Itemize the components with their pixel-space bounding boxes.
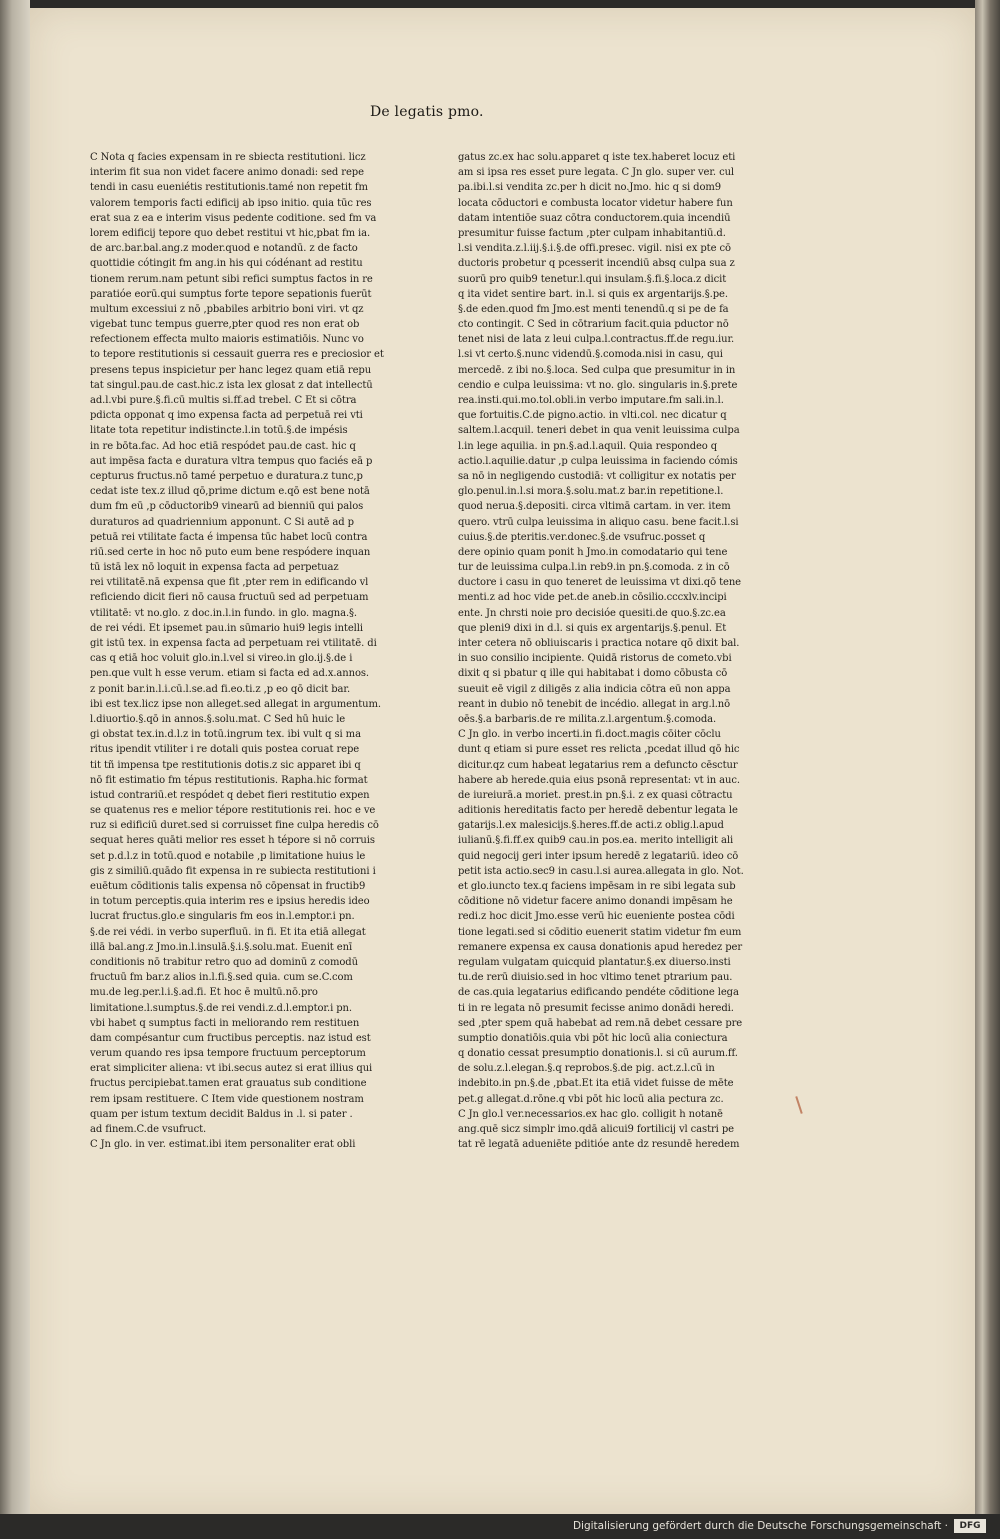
text-line: quid negocij geri inter ipsum heredē z legatariū. ideo cō: [458, 850, 739, 862]
text-line: l.si vt certo.§.nunc videndū.§.comoda.nisi in casu, qui: [458, 349, 723, 361]
text-line: sueuit eē vigil z diligēs z alia indicia cōtra eū non appa: [458, 683, 731, 695]
text-line: pen.que vult h esse verum. etiam si facta ed ad.x.annos.: [90, 668, 370, 680]
text-line: tenet nisi de lata z leui culpa.l.contractus.ff.de regu.iur.: [458, 334, 735, 346]
text-line: dam compésantur cum fructibus perceptis. naz istud est: [90, 1032, 371, 1044]
text-line: vtilitatē: vt no.glo. z doc.in.l.in fundo. in glo. magna.§.: [90, 607, 358, 619]
text-line: quam per istum textum decidit Baldus in .l. si pater .: [90, 1108, 353, 1120]
text-line: sumptio donatiōis.quia vbi pōt hic locū alia coniectura: [458, 1032, 728, 1044]
text-line: vbi habet q sumptus facti in meliorando rem restituen: [90, 1017, 360, 1029]
text-line: de arc.bar.bal.ang.z moder.quod e notandū. z de facto: [90, 243, 358, 255]
text-line: refectionem effecta multo maioris estimatiōis. Nunc vo: [90, 334, 364, 346]
text-line: suorū pro quib9 tenetur.l.qui insulam.§.fi.§.loca.z dicit: [458, 273, 727, 285]
text-line: quod nerua.§.depositi. circa vltimā cartam. in ver. item: [458, 501, 731, 513]
text-line: gi obstat tex.in.d.l.z in totū.ingrum tex. ibi vult q si ma: [90, 729, 361, 741]
text-line: illā bal.ang.z Jmo.in.l.insulā.§.i.§.solu.mat. Euenit enī: [90, 941, 353, 953]
text-line: riū.sed certe in hoc nō puto eum bene respódere inquan: [90, 546, 371, 558]
text-line: sequat heres quāti melior res esset h tépore si nō corruis: [90, 835, 375, 847]
text-line: iulianū.§.fi.ff.ex quib9 cau.in pos.ea. merito intelligit ali: [458, 835, 734, 847]
text-line: tat rē legatā adueniēte pditióe ante dz resundē heredem: [458, 1139, 740, 1151]
text-line: et glo.iuncto tex.q faciens impēsam in re sibi legata sub: [458, 881, 736, 892]
text-line: nō fit estimatio fm tépus restitutionis. Rapha.hic format: [90, 774, 368, 786]
text-line: fructus percipiebat.tamen erat grauatus sub conditione: [90, 1078, 367, 1090]
footer-bar: [0, 1514, 1000, 1539]
text-line: q donatio cessat presumptio donationis.l. si cū aurum.ff.: [458, 1048, 738, 1060]
text-line: q ita videt sentire bart. in.l. si quis ex argentarijs.§.pe.: [458, 288, 728, 300]
text-line: tionem rerum.nam petunt sibi refici sumptus factos in re: [90, 273, 373, 285]
text-line: saltem.l.acquil. teneri debet in qua venit leuissima culpa: [458, 425, 740, 437]
text-line: §.de eden.quod fm Jmo.est menti tenendū.q si pe de fa: [458, 303, 729, 315]
text-line: ente. Jn chrsti noie pro decisióe quesiti.de quo.§.zc.ea: [458, 607, 726, 619]
text-line: glo.penul.in.l.si mora.§.solu.mat.z bar.in repetitione.l.: [458, 486, 724, 498]
text-line: to tepore restitutionis si cessauit guerra res e preciosior et: [90, 349, 384, 361]
text-line: C Jn glo.l ver.necessarios.ex hac glo. colligit h notanē: [458, 1108, 723, 1120]
text-line: cepturus fructus.nō tamé perpetuo e duratura.z tunc,p: [90, 470, 363, 482]
text-line: limitatione.l.sumptus.§.de rei vendi.z.d.l.emptor.i pn.: [90, 1002, 352, 1014]
text-line: petit ista actio.sec9 in casu.l.si aurea.allegata in glo. Not.: [458, 865, 744, 877]
text-line: gatarijs.l.ex malesicijs.§.heres.ff.de acti.z oblig.l.apud: [458, 820, 724, 832]
text-line: rem ipsam restituere. C Item vide questionem nostram: [90, 1093, 364, 1105]
text-line: ruz si edificiū duret.sed si corruisset fine culpa heredis cō: [90, 820, 379, 832]
text-line: tendi in casu eueniétis restitutionis.tamé non repetit fm: [90, 182, 368, 194]
text-line: regulam vulgatam quicquid plantatur.§.ex diuerso.insti: [458, 956, 731, 968]
text-line: remanere expensa ex causa donationis apud heredez per: [458, 941, 742, 953]
text-column-left: [90, 150, 405, 1152]
text-line: locata cōductori e combusta locator videtur habere fun: [458, 197, 733, 209]
text-line: conditionis nō trabitur retro quo ad dominū z comodū: [90, 956, 358, 968]
text-line: tit tñ impensa tpe restitutionis dotis.z sic apparet ibi q: [90, 759, 361, 771]
text-line: C Jn glo. in verbo incerti.in fi.doct.magis cōiter cōclu: [458, 729, 721, 741]
text-line: C Jn glo. in ver. estimat.ibi item personaliter erat obli: [90, 1139, 356, 1151]
text-line: de rei védi. Et ipsemet pau.in sūmario hui9 legis intelli: [90, 622, 363, 634]
text-line: habere ab herede.quia eius psonā representat: vt in auc.: [458, 774, 740, 786]
text-line: tu.de rerū diuisio.sed in hoc vltimo tenet ptrarium pau.: [458, 972, 733, 984]
text-line: cōditione nō videtur facere animo donandi impēsam he: [458, 896, 733, 908]
text-line: ad.l.vbi pure.§.fi.cū multis si.ff.ad trebel. C Et si cōtra: [90, 395, 357, 406]
text-line: tione legati.sed si cōditio euenerit statim videtur fm eum: [458, 926, 742, 938]
text-line: de cas.quia legatarius edificando pendéte cōditione lega: [458, 987, 739, 999]
text-line: actio.l.aquilie.datur ,p culpa leuissima in faciendo cómis: [458, 455, 738, 467]
text-line: que fortuitis.C.de pigno.actio. in vlti.col. nec dicatur q: [458, 410, 727, 422]
text-line: erat simpliciter aliena: vt ibi.secus autez si erat illius qui: [90, 1063, 373, 1075]
text-line: menti.z ad hoc vide pet.de aneb.in cōsilio.cccxlv.incipi: [458, 592, 727, 604]
text-line: in totum perceptis.quia interim res e ipsius heredis ideo: [90, 896, 370, 908]
text-line: verum quando res ipsa tempore fructuum perceptorum: [90, 1048, 366, 1060]
text-line: tur de leuissima culpa.l.in reb9.in pn.§.comoda. z in cō: [458, 562, 730, 574]
text-line: reficiendo dicit fieri nō causa fructuū sed ad perpetuam: [90, 592, 369, 604]
text-line: se quatenus res e melior tépore restitutionis rei. hoc e ve: [90, 805, 376, 817]
text-line: lorem edificij tepore quo debet restitui vt hic,pbat fm ia.: [90, 227, 371, 239]
text-line: ibi est tex.licz ipse non alleget.sed allegat in argumentum.: [90, 698, 381, 710]
text-line: ti in re legata nō presumit fecisse animo donādi heredi.: [458, 1002, 734, 1014]
running-title: De legatis pmo.: [370, 104, 484, 120]
text-line: litate tota repetitur indistincte.l.in totū.§.de impésis: [90, 425, 348, 437]
text-line: pdicta opponat q imo expensa facta ad perpetuā rei vti: [90, 410, 363, 422]
text-line: tat singul.pau.de cast.hic.z ista lex glosat z dat intellectū: [90, 379, 373, 391]
text-line: dunt q etiam si pure esset res relicta ,pcedat illud qō hic: [458, 744, 740, 756]
text-line: tū istā lex nō loquit in expensa facta ad perpetuaz: [90, 562, 339, 574]
text-line: oēs.§.a barbaris.de re milita.z.l.argentum.§.comoda.: [458, 713, 717, 725]
text-line: am si ipsa res esset pure legata. C Jn glo. super ver. cul: [458, 167, 735, 179]
text-line: pa.ibi.l.si vendita zc.per h dicit no.Jmo. hic q si dom9: [458, 182, 722, 194]
text-line: datam intentiōe suaz cōtra conductorem.quia incendiū: [458, 212, 731, 224]
text-line: set p.d.l.z in totū.quod e notabile ,p limitatione huius le: [90, 850, 366, 862]
text-line: istud contrariū.et respódet q debet fieri restitutio expen: [90, 789, 370, 801]
text-line: reant in dubio nō tenebit de incédio. allegat in arg.l.nō: [458, 698, 731, 710]
text-line: aditionis hereditatis facto per heredē debentur legata le: [458, 805, 738, 817]
text-line: l.in lege aquilia. in pn.§.ad.l.aquil. Quia respondeo q: [458, 440, 718, 452]
text-line: redi.z hoc dicit Jmo.esse verū hic eueniente postea cōdi: [458, 911, 735, 923]
text-line: presumitur fuisse factum ,pter culpam inhabitantiū.d.: [458, 227, 726, 239]
text-line: l.si vendita.z.l.iij.§.i.§.de offi.presec. vigil. nisi ex pte cō: [458, 243, 731, 255]
adjacent-page-edge: [0, 0, 30, 1539]
text-line: cuius.§.de pteritis.ver.donec.§.de vsufruc.posset q: [458, 531, 706, 543]
text-line: ductoris probetur q pcesserit incendiū absq culpa sua z: [458, 258, 735, 270]
digitization-credit: Digitalisierung gefördert durch die Deutsche Forschungsgemeinschaft ·: [572, 1520, 948, 1532]
text-line: de solu.z.l.elegan.§.q reprobos.§.de pig. act.z.l.cū in: [458, 1063, 715, 1075]
text-line: mercedē. z ibi no.§.loca. Sed culpa que presumitur in in: [458, 364, 736, 376]
text-line: cendio e culpa leuissima: vt no. glo. singularis in.§.prete: [458, 379, 738, 391]
text-line: cto contingit. C Sed in cōtrarium facit.quia pductor nō: [458, 319, 729, 331]
text-line: l.diuortio.§.qō in annos.§.solu.mat. C Sed hū huic le: [90, 713, 346, 725]
text-line: fructuū fm bar.z alios in.l.fi.§.sed quia. cum se.C.com: [90, 972, 353, 984]
text-line: duraturos ad quadriennium apponunt. C Si autē ad p: [90, 516, 354, 528]
text-line: dixit q si pbatur q ille qui habitabat i domo cōbusta cō: [458, 668, 728, 680]
text-line: C Nota q facies expensam in re sbiecta restitutioni. licz: [90, 152, 366, 163]
text-line: ad finem.C.de vsufruct.: [90, 1124, 207, 1135]
text-line: valorem temporis facti edificij ab ipso initio. quia tūc res: [90, 197, 372, 209]
text-line: euētum cōditionis talis expensa nō cōpensat in fructib9: [90, 881, 366, 892]
text-line: in re bōta.fac. Ad hoc etiā respódet pau.de cast. hic q: [90, 440, 356, 452]
text-line: que pleni9 dixi in d.l. si quis ex argentarijs.§.penul. Et: [458, 622, 727, 634]
text-line: git istū tex. in expensa facta ad perpetuam rei vtilitatē. di: [90, 638, 377, 649]
text-column-right: [458, 150, 776, 1152]
text-line: gatus zc.ex hac solu.apparet q iste tex.haberet locuz eti: [458, 152, 736, 163]
text-line: ritus ipendit vtiliter i re dotali quis postea coruat repe: [90, 744, 360, 756]
text-line: quottidie cótingit fm ang.in his qui códénant ad restitu: [90, 258, 363, 270]
text-line: cedat iste tex.z illud qō,prime dictum e.qō est bene notā: [90, 486, 370, 498]
text-line: rei vtilitatē.nā expensa que fit ,pter rem in edificando vl: [90, 577, 369, 589]
text-line: ang.quē sicz simplr imo.qdā alicui9 fortilicij vl castri pe: [458, 1124, 734, 1135]
text-line: interim fit sua non videt facere animo donadi: sed repe: [90, 167, 364, 179]
text-line: ductore i casu in quo teneret de leuissima vt dixi.qō tene: [458, 577, 741, 589]
text-line: dere opinio quam ponit h Jmo.in comodatario qui tene: [458, 546, 728, 558]
text-line: sa nō in negligendo custodiā: vt colligitur ex notatis per: [458, 470, 736, 482]
text-line: aut impēsa facta e duratura vltra tempus quo faciés eā p: [90, 455, 373, 467]
text-line: dicitur.qz cum habeat legatarius rem a defuncto cēsctur: [458, 759, 738, 771]
text-line: presens tepus inspicietur per hanc legez quam etiā repu: [90, 364, 372, 376]
text-line: de iureiurā.a moriet. prest.in pn.§.i. z ex quasi cōtractu: [458, 789, 733, 801]
text-line: quero. vtrū culpa leuissima in aliquo casu. bene facit.l.si: [458, 516, 739, 528]
text-line: pet.g allegat.d.rōne.q vbi pōt hic locū alia pectura zc.: [458, 1093, 724, 1105]
text-line: lucrat fructus.glo.e singularis fm eos in.l.emptor.i pn.: [90, 911, 355, 923]
text-line: mu.de leg.per.l.i.§.ad.fi. Et hoc ē multū.nō.pro: [90, 987, 318, 999]
text-line: in suo consilio incipiente. Quidā ristorus de cometo.vbi: [458, 653, 732, 665]
dfg-logo: DFG: [954, 1519, 986, 1533]
text-line: §.de rei védi. in verbo superfluū. in fi. Et ita etiā allegat: [90, 926, 366, 938]
text-line: sed ,pter spem quā habebat ad rem.nā debet cessare pre: [458, 1017, 743, 1029]
text-line: indebito.in pn.§.de ,pbat.Et ita etiā videt fuisse de mēte: [458, 1078, 734, 1090]
text-line: vigebat tunc tempus guerre,pter quod res non erat ob: [90, 319, 360, 331]
text-line: inter cetera nō obliuiscaris i practica notare qō dixit bal.: [458, 638, 740, 649]
text-line: paratióe eorū.qui sumptus forte tepore sepationis fuerūt: [90, 288, 372, 300]
text-line: gis z similiū.quādo fit expensa in re subiecta restitutioni i: [90, 865, 376, 877]
page-fore-edge: [975, 0, 1000, 1514]
text-line: multum excessiui z nō ,pbabiles arbitrio boni viri. vt qz: [90, 303, 364, 315]
text-line: dum fm eū ,p cōductorib9 vinearū ad bienniū qui palos: [90, 501, 364, 513]
text-line: erat sua z ea e interim visus pedente coditione. sed fm va: [90, 212, 377, 224]
text-line: z ponit bar.in.l.i.cū.l.se.ad fi.eo.ti.z ,p eo qō dicit bar.: [90, 683, 351, 695]
text-line: rea.insti.qui.mo.tol.obli.in verbo imputare.fm sali.in.l.: [458, 395, 724, 406]
text-line: petuā rei vtilitate facta é impensa tūc habet locū contra: [90, 531, 368, 543]
text-line: cas q etiā hoc voluit glo.in.l.vel si vireo.in glo.ij.§.de i: [90, 653, 353, 665]
